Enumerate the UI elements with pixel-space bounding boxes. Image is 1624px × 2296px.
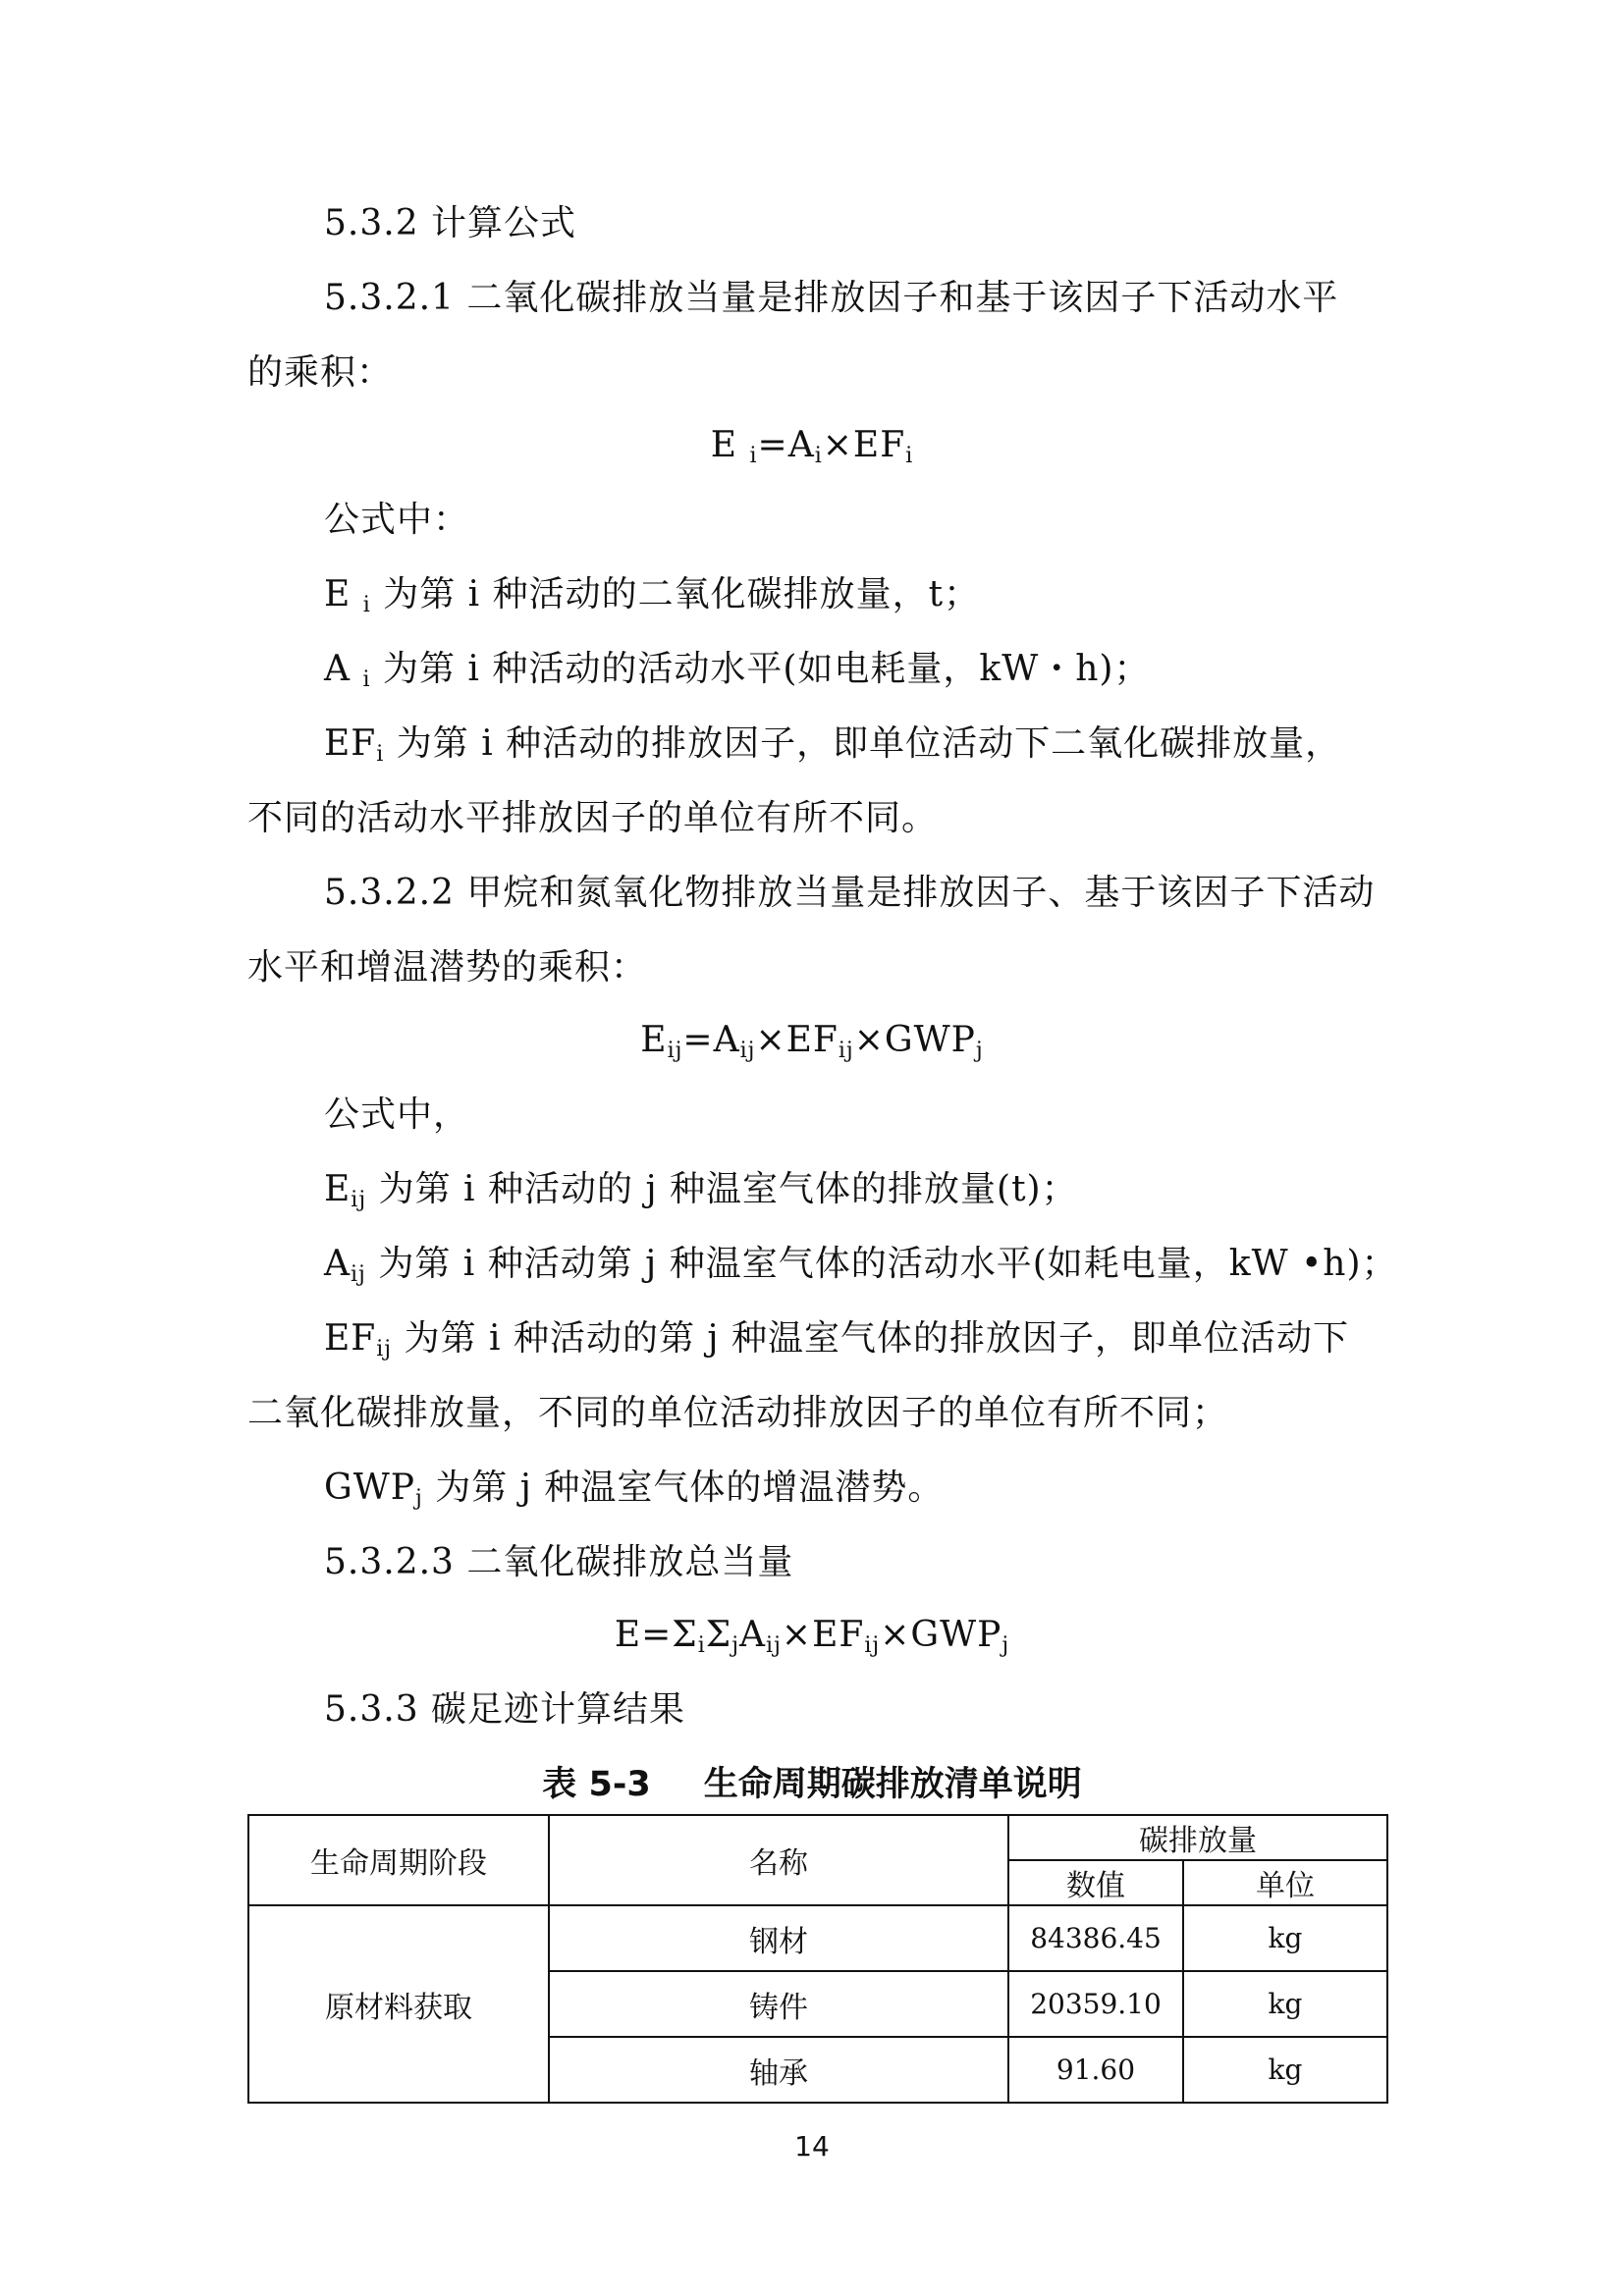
emission-unit: kg bbox=[1183, 1971, 1387, 2037]
page-number: 14 bbox=[794, 2130, 830, 2163]
paragraph-5-3-2-2-line-1: 5.3.2.2 甲烷和氮氧化物排放当量是排放因子、基于该因子下活动 bbox=[324, 873, 1376, 913]
definition-ef-i-line-2: 不同的活动水平排放因子的单位有所不同。 bbox=[247, 798, 939, 838]
formula-where-label-1: 公式中： bbox=[324, 500, 470, 540]
definition-a-i: A $_i$ 为第 i 种活动的活动水平(如电耗量，kW・h)； bbox=[324, 649, 1151, 692]
section-heading-5-3-2-3: 5.3.2.3 二氧化碳排放总当量 bbox=[324, 1542, 794, 1582]
header-carbon-emission: 碳排放量 bbox=[1008, 1815, 1387, 1860]
material-name: 钢材 bbox=[549, 1905, 1008, 1971]
definition-a-ij: $A_{ij}$ 为第 i 种活动第 j 种温室气体的活动水平(如耗电量，kW •h)； bbox=[324, 1244, 1398, 1287]
table-header-row bbox=[248, 1815, 1387, 1860]
formula-ghg-emission: $E_{ij}=A_{ij}\times EF_{ij}\times GWP_j$ bbox=[640, 1020, 984, 1063]
emission-value: 91.60 bbox=[1008, 2037, 1183, 2103]
paragraph-5-3-2-2-line-2: 水平和增温潜势的乘积： bbox=[247, 947, 648, 988]
emission-unit: kg bbox=[1183, 2037, 1387, 2103]
emission-value: 20359.10 bbox=[1008, 1971, 1183, 2037]
definition-e-i: E $_i$ 为第 i 种活动的二氧化碳排放量，t； bbox=[324, 574, 981, 617]
emission-value: 84386.45 bbox=[1008, 1905, 1183, 1971]
header-unit: 单位 bbox=[1183, 1860, 1387, 1905]
carbon-emission-table bbox=[247, 1814, 1388, 2104]
paragraph-5-3-2-1-line-1: 5.3.2.1 二氧化碳排放当量是排放因子和基于该因子下活动水平 bbox=[324, 278, 1339, 318]
stage-cell: 原材料获取 bbox=[248, 1905, 549, 2103]
header-name: 名称 bbox=[549, 1815, 1008, 1905]
table-number: 表 5-3 bbox=[542, 1765, 651, 1804]
definition-ef-i: $EF_i$ 为第 i 种活动的排放因子，即单位活动下二氧化碳排放量， bbox=[324, 723, 1342, 767]
definition-ef-ij-line-2: 二氧化碳排放量，不同的单位活动排放因子的单位有所不同； bbox=[247, 1393, 1229, 1433]
formula-where-label-2: 公式中， bbox=[324, 1095, 470, 1135]
table-caption bbox=[0, 1757, 1624, 1812]
formula-total-emission: $E=\Sigma_i\Sigma_jA_{ij}\times EF_{ij}\times GWP_j$ bbox=[614, 1615, 1010, 1658]
paragraph-5-3-2-1-line-2: 的乘积： bbox=[247, 352, 394, 393]
section-heading-5-3-3: 5.3.3 碳足迹计算结果 bbox=[324, 1689, 686, 1730]
header-lifecycle-stage: 生命周期阶段 bbox=[248, 1815, 549, 1905]
definition-ef-ij: $EF_{ij}$ 为第 i 种活动的第 j 种温室气体的排放因子，即单位活动下 bbox=[324, 1318, 1350, 1362]
material-name: 铸件 bbox=[549, 1971, 1008, 2037]
definition-gwp-j: $GWP_j$ 为第 j 种温室气体的增温潜势。 bbox=[324, 1468, 945, 1511]
emission-unit: kg bbox=[1183, 1905, 1387, 1971]
section-heading-5-3-2: 5.3.2 计算公式 bbox=[324, 203, 577, 243]
table-title: 生命周期碳排放清单说明 bbox=[703, 1765, 1082, 1804]
material-name: 轴承 bbox=[549, 2037, 1008, 2103]
header-value: 数值 bbox=[1008, 1860, 1183, 1905]
definition-e-ij: $E_{ij}$ 为第 i 种活动的 j 种温室气体的排放量(t)； bbox=[324, 1169, 1078, 1212]
table-row bbox=[248, 1905, 1387, 1971]
formula-co2-emission: E $_i=A_i\times EF_i$ bbox=[710, 425, 914, 468]
